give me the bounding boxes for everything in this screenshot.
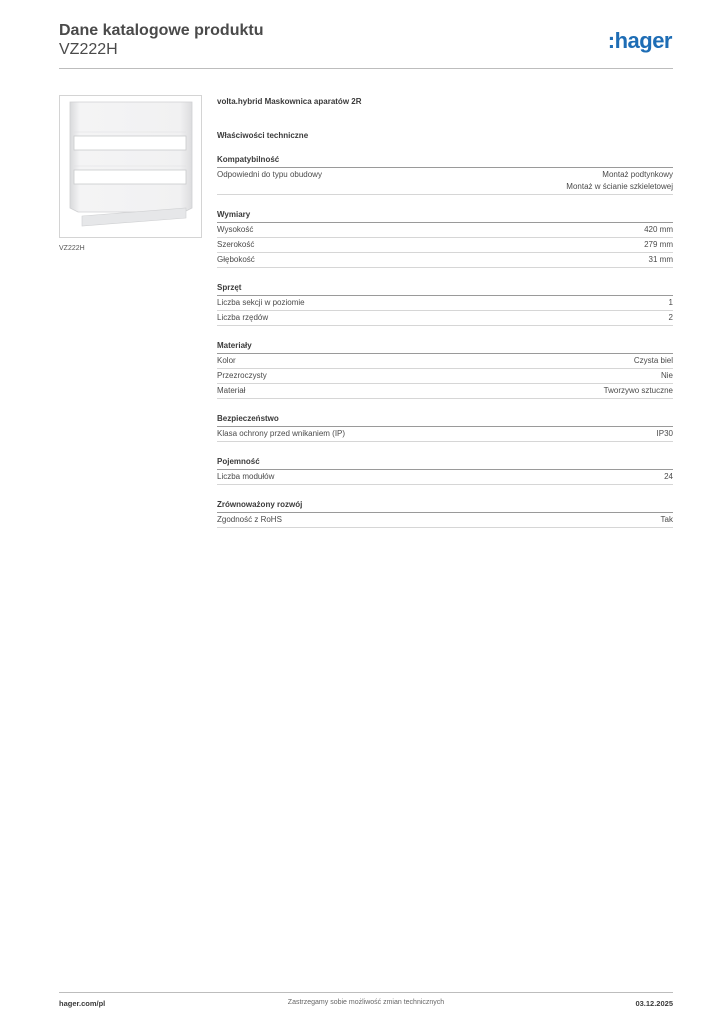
property-value [669, 312, 673, 324]
property-value-line: 2 [668, 313, 673, 322]
property-row [217, 223, 673, 238]
property-label: Głębokość [217, 255, 255, 264]
image-caption: VZ222H [59, 245, 85, 252]
group-title: Sprzęt [217, 282, 673, 296]
property-row [217, 384, 673, 399]
property-row [217, 470, 673, 485]
property-row [217, 354, 673, 369]
properties-panel [217, 96, 673, 528]
property-row [217, 238, 673, 253]
group-title: Wymiary [217, 209, 673, 223]
property-label: Liczba rzędów [217, 313, 269, 322]
product-name: volta.hybrid Maskownica aparatów 2R [217, 97, 362, 106]
property-value-line: Tak [660, 515, 673, 524]
group-title: Materiały [217, 340, 673, 354]
document-title: Dane katalogowe produktu [59, 22, 264, 39]
footer-note: Zastrzegamy sobie możliwość zmian technicznych [287, 999, 445, 1006]
property-label: Wysokość [217, 225, 254, 234]
property-group [217, 499, 673, 528]
property-label: Zgodność z RoHS [217, 515, 282, 524]
property-value-line: Montaż podtynkowy [602, 170, 673, 179]
group-title: Zrównoważony rozwój [217, 499, 673, 513]
property-value [669, 297, 673, 309]
property-value [661, 514, 673, 526]
property-value [644, 239, 673, 251]
property-value [604, 385, 673, 397]
page-header [59, 20, 673, 69]
hager-logo [591, 28, 673, 54]
property-group [217, 282, 673, 326]
group-title: Pojemność [217, 456, 673, 470]
property-value-line: 24 [664, 472, 673, 481]
property-label: Szerokość [217, 240, 255, 249]
page-footer [59, 992, 673, 1012]
property-value-line: Montaż w ścianie szkieletowej [566, 182, 673, 191]
property-label: Odpowiedni do typu obudowy [217, 170, 322, 179]
footer-website: hager.com/pl [59, 999, 106, 1008]
property-group [217, 413, 673, 442]
property-value-line: Czysta biel [633, 356, 673, 365]
property-label: Kolor [217, 356, 236, 365]
property-value [566, 169, 673, 193]
property-value [644, 224, 673, 236]
property-value-line: 420 mm [644, 225, 673, 234]
product-image [59, 95, 202, 238]
property-row [217, 513, 673, 528]
property-value [664, 471, 673, 483]
property-label: Przezroczysty [217, 371, 267, 380]
property-group [217, 456, 673, 485]
property-row [217, 253, 673, 268]
property-value [634, 355, 673, 367]
property-label: Liczba modułów [217, 472, 275, 481]
property-groups [217, 154, 673, 528]
svg-text::hager: :hager [607, 28, 672, 53]
section-title: Właściwości techniczne [217, 131, 309, 140]
property-label: Liczba sekcji w poziomie [217, 298, 305, 307]
property-value-line: 31 mm [648, 255, 673, 264]
property-value [657, 428, 673, 440]
property-value-line: Nie [660, 371, 673, 380]
property-group [217, 209, 673, 268]
property-label: Materiał [217, 386, 246, 395]
property-value-line: Tworzywo sztuczne [603, 386, 673, 395]
property-group [217, 340, 673, 399]
property-value-line: 279 mm [644, 240, 673, 249]
property-row [217, 427, 673, 442]
property-value [649, 254, 673, 266]
group-title: Kompatybilność [217, 154, 673, 168]
property-value-line: 1 [668, 298, 673, 307]
group-title: Bezpieczeństwo [217, 413, 673, 427]
property-group [217, 154, 673, 195]
property-value [661, 370, 673, 382]
property-value-line: IP30 [656, 429, 673, 438]
property-row [217, 369, 673, 384]
property-row [217, 311, 673, 326]
property-row [217, 296, 673, 311]
footer-date: 03.12.2025 [635, 999, 673, 1008]
property-row [217, 168, 673, 195]
product-code: VZ222H [59, 41, 118, 58]
property-label: Klasa ochrony przed wnikaniem (IP) [217, 429, 346, 438]
